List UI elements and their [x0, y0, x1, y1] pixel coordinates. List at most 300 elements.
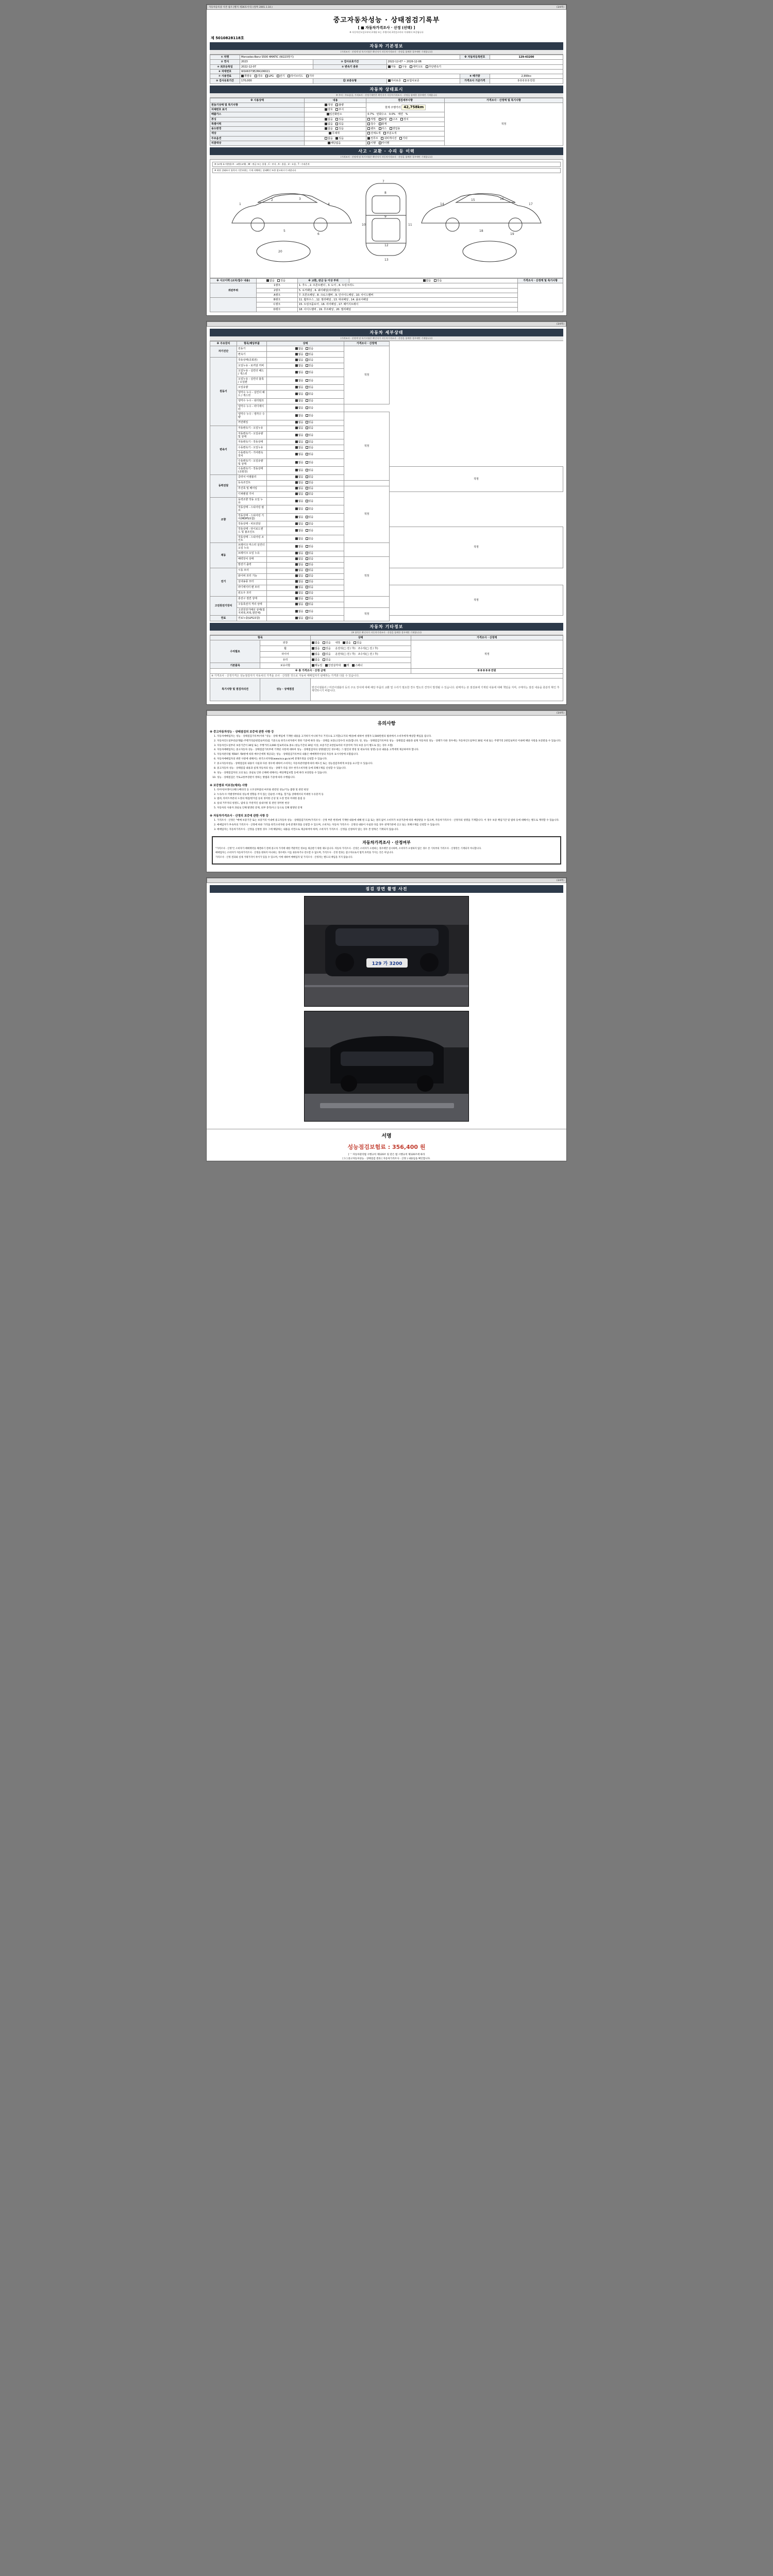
- cb-yes[interactable]: 있음: [306, 487, 314, 490]
- value-first-reg: 2022-12-07: [240, 64, 313, 69]
- cb-none[interactable]: 없음: [295, 487, 304, 490]
- accident-table: [210, 278, 563, 312]
- cb-none[interactable]: 없음: [295, 522, 304, 526]
- acc-opts: [257, 279, 298, 283]
- price-survey-warning-box: [212, 836, 561, 865]
- cb-history-yes[interactable]: 있음: [335, 123, 344, 126]
- other-group-repair: 수리필요: [210, 640, 260, 663]
- cb-none[interactable]: 없음: [295, 440, 304, 444]
- cb-usage-none[interactable]: 없음: [325, 127, 333, 130]
- detail-status: [267, 404, 344, 412]
- detail-status: [267, 412, 344, 420]
- cb-yes[interactable]: 있음: [306, 507, 314, 511]
- cb-ext-yes[interactable]: 있음: [323, 641, 331, 645]
- state-row-recall-opts: [305, 141, 366, 145]
- photo-underbody-front: [304, 896, 469, 1007]
- footer-note-1: [ ' ' 자동차관리법 시행규칙 제120조 및 같은 법 시행규칙 제120조에 따라: [348, 1153, 425, 1156]
- cb-manual[interactable]: 수동: [399, 65, 407, 69]
- inspection-insurance-fee: 성능점검보험료 : 356,400 원: [347, 1143, 426, 1150]
- notice-item: 9. 성능 · 상태점검자의 고의 또는 과실로 인한 손해에 대해서는 배상책임보험 등에 따라 보상받을 수 있습니다.: [217, 772, 563, 775]
- cb-yes[interactable]: 있음: [306, 421, 314, 424]
- detail-item: 수동변속기 - 작동상태(공회전): [237, 467, 267, 475]
- cb-usage-rent[interactable]: 렌트: [367, 127, 376, 130]
- cb-wheel-yes[interactable]: 있음: [323, 647, 331, 650]
- cb-vin-rust[interactable]: 부식: [335, 108, 344, 111]
- cb-none[interactable]: 없음: [295, 359, 304, 362]
- other-value-wheel: 없음 있음 운전석(□ 전 / 후) 조수석(□ 전 / 후): [310, 646, 411, 652]
- cb-tire-yes[interactable]: 있음: [323, 653, 331, 656]
- detail-status: [267, 505, 344, 514]
- mileage-label: 현재 주행거리: [385, 106, 401, 110]
- cb-none[interactable]: 없음: [295, 453, 304, 456]
- cb-yes[interactable]: 있음: [306, 469, 314, 472]
- cb-usage-lease[interactable]: 리스: [379, 127, 387, 130]
- sheet-page-3: [206, 710, 567, 872]
- cb-none[interactable]: 없음: [295, 603, 304, 606]
- other-value-exterior: 없음 있음 내장 없음 있음: [310, 640, 411, 646]
- cb-tire-none[interactable]: 없음: [312, 653, 320, 656]
- state-row-usage-opts: [305, 127, 366, 131]
- sheet-page-2: [206, 321, 567, 705]
- cb-yes[interactable]: 있음: [306, 359, 314, 362]
- detail-status: [267, 369, 344, 377]
- cb-none[interactable]: 없음: [295, 552, 304, 555]
- cb-none[interactable]: 없음: [295, 476, 304, 479]
- state-right-col: [444, 103, 563, 145]
- state-col-3: 가격조사 · 산정액 및 특기사항: [444, 98, 563, 103]
- cb-yes[interactable]: 있음: [306, 493, 314, 496]
- notice-title: 유의사항: [377, 721, 396, 726]
- cb-engine-bad[interactable]: 불량: [335, 104, 344, 107]
- cb-tuning-illegal[interactable]: 불법: [379, 118, 387, 121]
- detail-item: 브레이크 마스터 실린더오일 누유: [237, 543, 267, 551]
- detail-status: [267, 497, 344, 505]
- svg-text:6: 6: [317, 232, 320, 236]
- cb-int-yes[interactable]: 있음: [354, 641, 362, 645]
- cb-acc-yes[interactable]: 있음: [277, 279, 285, 282]
- cb-acc-none[interactable]: 없음: [266, 279, 275, 282]
- panel-grp-frame: [210, 298, 257, 312]
- detail-right-4: 적정: [344, 486, 390, 543]
- cb-insurer-warranty[interactable]: 보험사보증: [404, 79, 419, 82]
- detail-item: 원동기: [237, 346, 267, 352]
- cb-triangle[interactable]: 안전삼각대: [325, 664, 341, 667]
- cb-yes[interactable]: 있음: [306, 529, 314, 532]
- cb-none[interactable]: 없음: [295, 557, 304, 561]
- state-row-tuning-label: 튜닝: [210, 117, 305, 122]
- notice-item: 1. 타이어/브레이크패드/배터리 등 소모성부품의 마모와 관련된 성능/기능 불량 및 관련 현상: [217, 789, 563, 792]
- detail-item: 라디에이터 팬 모터: [237, 585, 267, 590]
- cb-semiauto[interactable]: 세미오토: [410, 65, 423, 69]
- detail-status: [267, 596, 344, 602]
- svg-text:2: 2: [271, 198, 273, 202]
- value-year: 2023: [240, 60, 313, 64]
- state-row-usage-label: 용도변경: [210, 127, 305, 131]
- detail-right-3: 적정: [390, 467, 563, 492]
- cb-color-full[interactable]: 전체도색: [367, 132, 380, 135]
- state-table: [210, 98, 563, 146]
- value-fuel: [240, 74, 460, 79]
- svg-text:7: 7: [382, 180, 384, 183]
- cb-yes[interactable]: 있음: [306, 557, 314, 561]
- value-car-name: Mercedes-Benz S500 4MATIC (W223형식): [240, 55, 460, 60]
- detail-status: [267, 521, 344, 527]
- state-row-options-detail: [366, 136, 445, 141]
- cb-none[interactable]: 없음: [295, 617, 304, 620]
- other-value-glass: [310, 657, 411, 663]
- other-info-table: [210, 635, 563, 701]
- cb-yes[interactable]: 있음: [306, 552, 314, 555]
- special-label: 특기사항 및 점검자의견: [210, 678, 260, 701]
- detail-item: 냉각수 누수 - 실린더 헤드 / 개스킷: [237, 391, 267, 399]
- detail-status: [267, 480, 344, 486]
- value-transmission: [386, 64, 563, 69]
- cb-fuel-diesel[interactable]: 경유: [255, 75, 263, 78]
- notice-item: 5. 자동차관리법 제58조 제4항에 따라 매수인에게 제공되는 성능 · 상태점검기록부의 내용은 매매계약서상의 자동차 표시사항에 포함됩니다.: [217, 753, 563, 757]
- cb-none[interactable]: 없음: [295, 386, 304, 389]
- photo-svg-2: [305, 1011, 469, 1122]
- detail-status: [267, 551, 344, 556]
- svg-text:8: 8: [384, 191, 386, 195]
- cb-vin-ok[interactable]: 양호: [325, 108, 333, 111]
- detail-col-2: 상태: [267, 341, 344, 346]
- value-warranty-type: [386, 79, 460, 83]
- detail-status: [267, 585, 344, 590]
- cb-none[interactable]: 없음: [295, 393, 304, 396]
- detail-item: 브레이크 오일 누유: [237, 551, 267, 556]
- section-accident-note: (가격조사 · 산정액 및 특기사항은 확인자가 자동차가격조사 · 산정을 함께한 경우에만 기재합니다): [210, 155, 563, 160]
- cb-tuning-none[interactable]: 없음: [325, 118, 333, 121]
- sheet2-topbar-right: (3/4쪽): [556, 323, 564, 326]
- cb-none[interactable]: 없음: [295, 347, 304, 350]
- detail-status: [267, 486, 344, 492]
- cb-options-nav[interactable]: 내비게이션: [381, 137, 396, 140]
- cb-yes[interactable]: 있음: [306, 386, 314, 389]
- detail-status: [267, 556, 344, 562]
- cb-fuel-lpg[interactable]: LPG: [265, 75, 274, 78]
- detail-item: 변속기: [237, 352, 267, 358]
- photos-band: 점검 장면 촬영 사진: [210, 885, 563, 893]
- cb-yes[interactable]: 있음: [306, 353, 314, 356]
- detail-right-5: 적정: [390, 527, 563, 568]
- notice-item: 1. 가격조사 · 산정은 "매매 보증기간 또는 보증거리 이내에 중고자동차 성능 · 상태점검기록부(가격조사 · 산정 부분 한정)에 기재한 내용에 대해 원 도움 또는 권리 없이 소비자가 보상기준에 따라 배상받을 수 있으며, 자동차가격조사 · 산정자의 성명을 기재합니다. 이 경우 보증 책임기간 및 범위 등에 대해서는 별도로 계약할 수 있습니다.: [217, 819, 563, 823]
- other-col-2: 가격조사 · 산정액: [411, 636, 563, 640]
- cb-recall-notdone[interactable]: 미이행: [379, 142, 390, 145]
- cb-none[interactable]: 없음: [295, 597, 304, 600]
- cb-usage-business[interactable]: 영업용: [390, 127, 400, 130]
- cb-yes[interactable]: 있음: [306, 610, 314, 613]
- cb-none[interactable]: 없음: [295, 563, 304, 566]
- svg-text:4: 4: [328, 202, 330, 206]
- notice-item: 2. 매매업자가 부속자의 가격조사 · 산정에 따른 가격을 한국소비자원 등에 분쟁조정을 신청할 수 있으며, 소비자는 자동차 가격조사 · 산정의 내용이 사실과 다를 경우 관계기관에 신고 또는 피해구제를 신청할 수 있습니다.: [217, 824, 563, 827]
- notice-item: 2. 자동차인도일부터(2개월) 주행거리(2천킬로미터)를 기준으로 한국소비자원이 정한 기준에 따라 성능 · 상태를 보증(고장수리 보증)합니다. 단, 성능 · 상태점검기록부의 성능 · 상태점검 내용과 실제 자동차의 성능 · 상태가 다른 경우에는 자동차인도일부터 30일 이내 또는 주행거리 2천킬로미터 이내에 해당 사항을 보증받을 수 있습니다.: [217, 740, 563, 743]
- svg-text:5: 5: [283, 229, 285, 233]
- cb-yes[interactable]: 있음: [306, 379, 314, 382]
- cb-options-none[interactable]: 없음: [325, 137, 333, 140]
- value-base-price: 0 0 0 0 0 만원: [490, 79, 563, 83]
- cb-yes[interactable]: 있음: [306, 414, 314, 417]
- page-title: 중고자동차성능 · 상태점검기록부: [333, 16, 440, 24]
- cb-none[interactable]: 없음: [295, 507, 304, 511]
- cb-none[interactable]: 없음: [295, 371, 304, 374]
- cb-fuel-etc[interactable]: 기타: [306, 75, 314, 78]
- cb-emission-gasoline[interactable]: 일산화탄소: [327, 113, 342, 116]
- state-row-tuning-opts: [305, 117, 366, 122]
- cb-yes[interactable]: 있음: [306, 393, 314, 396]
- detail-status: [267, 562, 344, 568]
- cb-yes[interactable]: 있음: [306, 440, 314, 444]
- state-row-engine-opts: [305, 103, 366, 107]
- section-other-note: (※ 항목은 확인자가 자동차가격조사 · 산정을 함께한 경우에만 기재합니다): [210, 631, 563, 635]
- notice-item: 3. 자동차인도일부터 보증기간이 30일 또는 주행거리 2,000 킬로미터로 종료 (성능기간의 30일 이상, 보증기간 2천킬로미터 이상이며 기타 보증 등이 별도로 있는 경우 포함): [217, 744, 563, 748]
- cb-yes[interactable]: 있음: [306, 580, 314, 583]
- svg-text:19: 19: [510, 232, 514, 236]
- cb-none[interactable]: 없음: [295, 414, 304, 417]
- detail-item: 자동변속기 - 오일유량 및 상태: [237, 431, 267, 439]
- cb-ext-none[interactable]: 없음: [312, 641, 320, 645]
- other-col-1: 상태: [310, 636, 411, 640]
- label-inspection-period: ③ 검사유효기간: [313, 60, 386, 64]
- sheet3-topbar: [207, 710, 566, 716]
- detail-status: [267, 492, 344, 497]
- label-displacement: ⑧ 배기량: [460, 74, 490, 79]
- cb-none[interactable]: 없음: [295, 406, 304, 410]
- cb-yes[interactable]: 있음: [306, 586, 314, 589]
- state-col-2: 점검세부사항: [366, 98, 445, 103]
- cb-none[interactable]: 없음: [295, 529, 304, 532]
- cb-yes[interactable]: 있음: [306, 446, 314, 449]
- detail-group-driveline: 동력전달: [210, 474, 237, 497]
- cb-yes[interactable]: 있음: [306, 522, 314, 526]
- photos-area: [207, 893, 566, 1129]
- cb-none[interactable]: 없음: [295, 569, 304, 572]
- cb-none[interactable]: 없음: [295, 446, 304, 449]
- cb-none[interactable]: 없음: [295, 545, 304, 548]
- detail-col-0: ※ 주요장치: [210, 341, 237, 346]
- cb-recall-done[interactable]: 이행: [367, 142, 376, 145]
- notice-item: 4. 실내 거주자의 청결도, 냄새 등 주관적인 실내사항 및 관련 경미한 현상: [217, 802, 563, 806]
- cb-wheel-none[interactable]: 없음: [312, 647, 320, 650]
- cb-history-none[interactable]: 없음: [325, 123, 333, 126]
- cb-yes[interactable]: 있음: [306, 563, 314, 566]
- cb-usage-yes[interactable]: 있음: [335, 127, 344, 130]
- cb-cvt[interactable]: 무단변속기: [426, 65, 441, 69]
- detail-item: 냉각수 누수 - 냉각수 수량: [237, 412, 267, 420]
- cb-none[interactable]: 없음: [295, 469, 304, 472]
- svg-text:10: 10: [362, 223, 366, 227]
- cb-yes[interactable]: 있음: [306, 516, 314, 519]
- detail-item: 고전원전기배선 상태(접지피복,피복,절연체): [237, 607, 267, 616]
- state-row-history-detail: [366, 122, 445, 126]
- cb-none[interactable]: 없음: [295, 537, 304, 540]
- detail-status: [267, 426, 344, 431]
- sheet3-topbar-right: (3/4쪽): [556, 711, 564, 715]
- svg-text:3: 3: [299, 197, 301, 201]
- cb-yes[interactable]: 있음: [306, 603, 314, 606]
- cb-spanner[interactable]: 스패너: [352, 664, 363, 667]
- cb-repair-yes[interactable]: 있음: [434, 279, 442, 282]
- svg-text:13: 13: [384, 258, 389, 262]
- detail-item: 수동변속기 - 오일유량 및 상태: [237, 459, 267, 467]
- cb-options-etc[interactable]: 기타: [399, 137, 408, 140]
- topbar-right-text: (3/4쪽): [556, 6, 564, 9]
- cb-fuel-gasoline[interactable]: 휘발유: [241, 75, 252, 78]
- notice-item: 5. 자동차의 사용자 과실로 인해 발생된 문제, 외부 충격/사고 등으로 인해 발생된 문제: [217, 807, 563, 810]
- detail-status: [267, 431, 344, 439]
- cb-none[interactable]: 없음: [295, 500, 304, 503]
- cb-yes[interactable]: 있음: [306, 500, 314, 503]
- cb-none[interactable]: 없음: [295, 399, 304, 402]
- cb-none[interactable]: 없음: [295, 493, 304, 496]
- summary-value: 0 0 0 0 0 만원: [411, 669, 563, 673]
- cb-none[interactable]: 없음: [295, 427, 304, 430]
- cb-repair-none[interactable]: 없음: [423, 279, 431, 282]
- cb-int-none[interactable]: 없음: [343, 641, 351, 645]
- cb-yes[interactable]: 있음: [306, 569, 314, 572]
- cb-yes[interactable]: 있음: [306, 617, 314, 620]
- detail-status: [267, 535, 344, 543]
- other-label-glass: 유리: [260, 657, 310, 663]
- diagram-legend-1: ※ (교체 표시방법) X : 교환(교체) , W : 판금 또는 용접 , C : 부식 , A : 흠집 , U : 요철 , T : 수리흔적: [212, 162, 561, 167]
- cb-options-yes[interactable]: 있음: [335, 137, 344, 140]
- cb-yes[interactable]: 있음: [306, 427, 314, 430]
- sheet-page-1: [206, 4, 567, 316]
- cb-yes[interactable]: 있음: [306, 597, 314, 600]
- cb-fuel-hybrid[interactable]: 하이브리드: [288, 75, 303, 78]
- detail-item: 커먼레일: [237, 420, 267, 426]
- other-group-basic: 기본품목: [210, 663, 260, 669]
- detail-status: [267, 467, 344, 475]
- cb-yes[interactable]: 있음: [306, 476, 314, 479]
- cb-yes[interactable]: 있음: [306, 591, 314, 595]
- cb-none[interactable]: 없음: [295, 586, 304, 589]
- cb-recall-na[interactable]: 해당없음: [328, 142, 341, 145]
- panel-rank-5: C랭크: [257, 302, 298, 307]
- sheet2-topbar: [207, 321, 566, 327]
- cb-yes[interactable]: 있음: [306, 537, 314, 540]
- cb-none[interactable]: 없음: [295, 610, 304, 613]
- state-row-color-detail: [366, 131, 445, 136]
- other-value-tire: 없음 있음 운전석(□ 전 / 후) 조수석(□ 전 / 후): [310, 652, 411, 657]
- cb-yes[interactable]: 있음: [306, 364, 314, 367]
- cb-tuning-device[interactable]: 장치: [400, 118, 409, 121]
- cb-tuning-structure[interactable]: 구조: [390, 118, 398, 121]
- cb-yes[interactable]: 있음: [306, 399, 314, 402]
- cb-none[interactable]: 없음: [295, 481, 304, 484]
- state-row-color-label: 색상: [210, 131, 305, 136]
- cb-color-achromatic[interactable]: 무채색: [329, 132, 340, 135]
- cb-history-flood[interactable]: 침수: [367, 123, 376, 126]
- cb-history-fire[interactable]: 화재: [379, 123, 387, 126]
- cb-none[interactable]: 없음: [295, 516, 304, 519]
- cb-color-part[interactable]: 부분도색: [383, 132, 396, 135]
- cb-none[interactable]: 없음: [295, 434, 304, 437]
- cb-yes[interactable]: 있음: [306, 574, 314, 578]
- photo-svg-1: [305, 896, 469, 1007]
- label-fuel: ⑦ 사용연료: [210, 74, 240, 79]
- cb-none[interactable]: 없음: [295, 421, 304, 424]
- cb-yes[interactable]: 있음: [306, 406, 314, 410]
- page-subtitle: [ ■ 자동차가격조사 · 산정 (선택) ]: [358, 26, 415, 30]
- notice-list-2: [217, 789, 563, 810]
- cb-yes[interactable]: 있음: [306, 545, 314, 548]
- sheet-page-4: [206, 877, 567, 1161]
- cb-none[interactable]: 없음: [295, 379, 304, 382]
- cb-none[interactable]: 없음: [295, 580, 304, 583]
- detail-status: [267, 391, 344, 399]
- detail-item: 수동변속기 - 오일누유: [237, 445, 267, 451]
- detail-item: 작동상태 - 스티어링 조인트: [237, 535, 267, 543]
- state-row-options-label: 주요옵션: [210, 136, 305, 141]
- cb-options-sunroof[interactable]: 썬루프: [367, 137, 378, 140]
- section-accident-band: 사고 · 교환 · 수리 등 이력: [210, 147, 563, 155]
- section-detail-note: (가격조사 · 산정액 및 특기사항은 확인자가 자동차가격조사 · 산정을 함께한 경우에만 기재합니다): [210, 336, 563, 341]
- detail-col-1: 항목/해당부품: [237, 341, 267, 346]
- cb-yes[interactable]: 있음: [306, 453, 314, 456]
- emission-co: 0.7% 탄화수소 0.0% 매연 %: [367, 113, 408, 116]
- section-other-band: 자동차 기타정보: [210, 623, 563, 631]
- cb-none[interactable]: 없음: [295, 591, 304, 595]
- cb-yes[interactable]: 있음: [306, 434, 314, 437]
- cb-self-warranty[interactable]: 자사보증: [388, 79, 401, 82]
- cb-yes[interactable]: 있음: [306, 347, 314, 350]
- cb-none[interactable]: 없음: [295, 364, 304, 367]
- cb-none[interactable]: 없음: [295, 461, 304, 464]
- cb-fuel-electric[interactable]: 전기: [277, 75, 285, 78]
- cb-yes[interactable]: 있음: [306, 481, 314, 484]
- detail-item: 발전기 출력: [237, 562, 267, 568]
- detail-item: 충전구 절연 상태: [237, 596, 267, 602]
- panel-items-4: 11. 휠하우스 , 12. 필러패널 , 13. 대쉬패널 , 14. 플로어패널: [298, 298, 518, 302]
- detail-group-fuel: 연료: [210, 616, 237, 621]
- notice-head-2: ※ 보증범위 미보장(제외) 사항: [210, 784, 248, 787]
- detail-group-steering: 조향: [210, 497, 237, 543]
- detail-status: [267, 527, 344, 535]
- cb-glass-none[interactable]: 없음: [312, 658, 320, 662]
- cb-tuning-yes[interactable]: 있음: [335, 118, 344, 121]
- panel-items-5: 15. 트렁크플로어 , 16. 리어패널 , 17. 패키지트레이: [298, 302, 518, 307]
- detail-group-hv: 고전원전기장치: [210, 596, 237, 616]
- state-row-usage-detail: [366, 127, 445, 131]
- cb-tuning-legal[interactable]: 적법: [367, 118, 376, 121]
- cb-manual-book[interactable]: 메뉴얼: [312, 664, 323, 667]
- detail-item: 자동변속기 - 오일누유: [237, 426, 267, 431]
- cb-none[interactable]: 없음: [295, 353, 304, 356]
- detail-group-selfdiag: 자기진단: [210, 346, 237, 358]
- detail-status: [267, 451, 344, 459]
- cb-none[interactable]: 없음: [295, 574, 304, 578]
- detail-status: [267, 352, 344, 358]
- panel-items-3: 7. 프론트패널 , 8. 크로스멤버 , 9. 인사이드패널 , 10. 사이드멤버: [298, 293, 518, 297]
- cb-yes[interactable]: 있음: [306, 371, 314, 374]
- cb-jack[interactable]: 잭: [344, 664, 349, 667]
- detail-status: [267, 439, 344, 445]
- document-number: 제 5010828118호: [211, 36, 244, 40]
- detail-status: [267, 445, 344, 451]
- cb-yes[interactable]: 있음: [306, 461, 314, 464]
- cb-engine-normal[interactable]: 정상: [325, 104, 333, 107]
- other-label-tire: 타이어: [260, 652, 310, 657]
- cb-glass-yes[interactable]: 있음: [323, 658, 331, 662]
- other-value-items: [310, 663, 411, 669]
- state-row-tuning-detail: [366, 117, 445, 122]
- detail-status: [267, 543, 344, 551]
- footer-note-2: [ 1 ] 중고자동차성능 · 상태점검 결과 [ 자동차가격조사 · 산정 ) 내용임을 확인합니다.: [342, 1157, 431, 1160]
- cb-auto[interactable]: 자동: [388, 65, 396, 69]
- detail-item: 디퍼렌셜 기어: [237, 492, 267, 497]
- notice-item: 4. 자동차매매업자는 중고자동차 성능 · 상태점검기록부에 기재된 사항에 대하여 성능 · 상태점검자의 성명(법인인 경우에는 그 법인의 명칭 및 대표자의 성명) 등의 내용을 고객에게 제공하여야 합니다.: [217, 749, 563, 752]
- value-warranty-amount: 170,000: [240, 79, 313, 83]
